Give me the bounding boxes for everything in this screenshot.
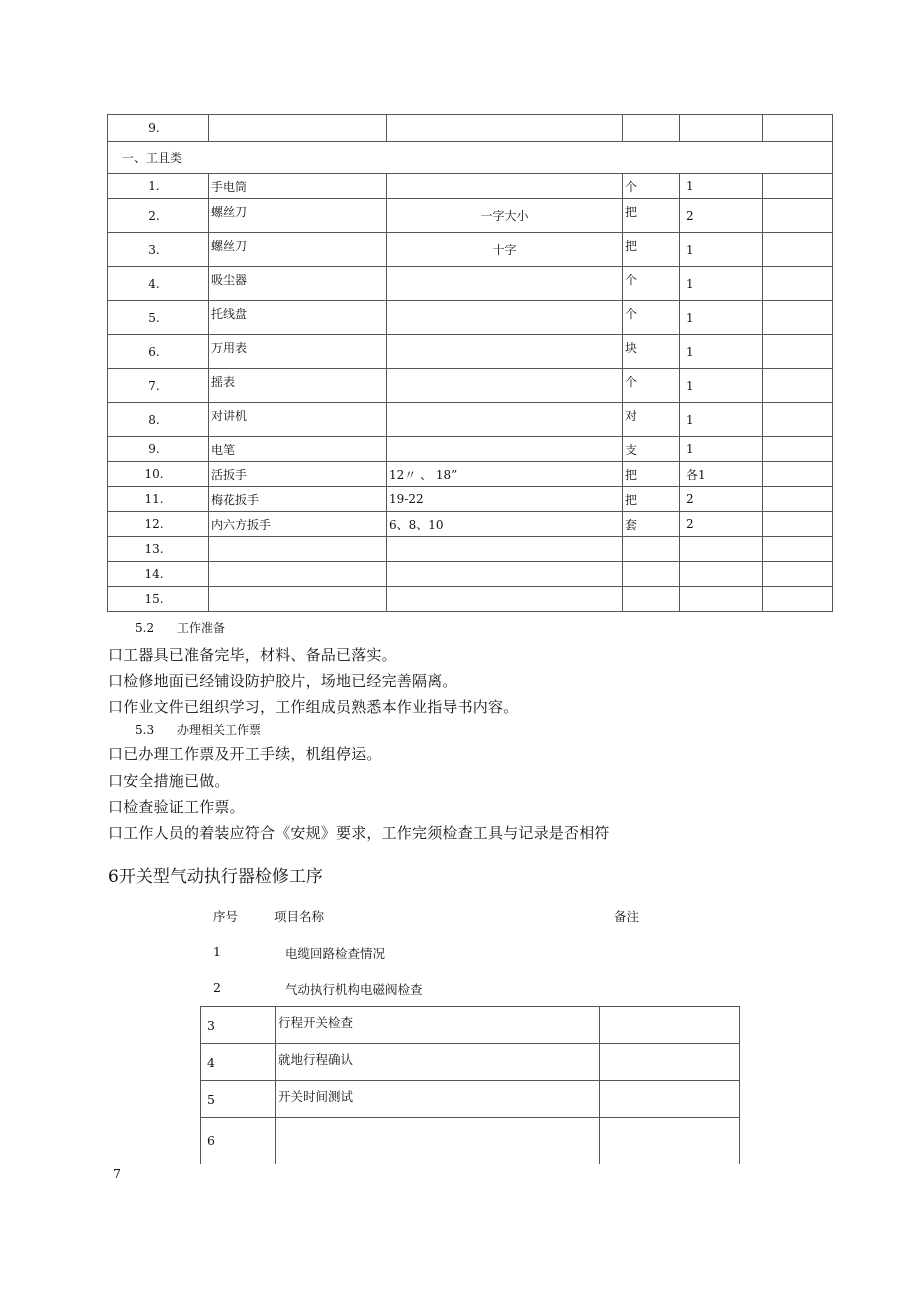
- proc-note: [600, 1081, 740, 1118]
- table-row: [108, 174, 833, 199]
- tool-spec: [387, 115, 623, 142]
- table-row: [108, 487, 833, 512]
- proc-seq: 1: [213, 944, 221, 959]
- tool-unit: 个: [623, 301, 680, 335]
- tool-qty: 1: [680, 301, 763, 335]
- tool-unit: 支: [623, 437, 680, 462]
- tool-spec: [387, 403, 623, 437]
- table-row: [108, 301, 833, 335]
- proc-note: [600, 1044, 740, 1081]
- checklist-item: 口已办理工作票及开工手续，机组停运。: [108, 745, 382, 763]
- table-row: [108, 537, 833, 562]
- tool-note: [763, 115, 833, 142]
- tool-qty: 1: [680, 369, 763, 403]
- row-number: 9.: [108, 115, 209, 142]
- tool-unit: 个: [623, 174, 680, 199]
- tool-unit: 套: [623, 512, 680, 537]
- tool-unit: 块: [623, 335, 680, 369]
- section-label: 一、工且类: [108, 142, 833, 174]
- tool-note: [763, 562, 833, 587]
- tool-unit: 把: [623, 233, 680, 267]
- trailing-seq: 7: [113, 1166, 121, 1181]
- tool-note: [763, 369, 833, 403]
- tool-unit: [623, 115, 680, 142]
- tool-note: [763, 487, 833, 512]
- tool-qty: [680, 115, 763, 142]
- tool-name: 螺丝刀: [209, 199, 387, 233]
- table-row: [108, 115, 833, 142]
- row-number: 2.: [108, 199, 209, 233]
- work-prep-heading: [135, 619, 225, 636]
- proc-seq: 2: [213, 980, 221, 995]
- row-number: 3.: [108, 233, 209, 267]
- table-row: [108, 369, 833, 403]
- tool-qty: 2: [680, 512, 763, 537]
- proc-name: [276, 1118, 600, 1164]
- tool-note: [763, 462, 833, 487]
- section-row: [108, 142, 833, 174]
- tool-name: 手电筒: [209, 174, 387, 199]
- checklist-item: 口作业文件已组织学习，工作组成员熟悉本作业指导书内容。: [108, 698, 519, 716]
- procedure-table: [200, 1006, 740, 1164]
- tool-name: 电笔: [209, 437, 387, 462]
- tool-qty: 1: [680, 233, 763, 267]
- table-row: [108, 512, 833, 537]
- tool-qty: 1: [680, 174, 763, 199]
- tool-spec: [387, 335, 623, 369]
- row-number: 15.: [108, 587, 209, 612]
- tool-name: 活扳手: [209, 462, 387, 487]
- table-row: [108, 437, 833, 462]
- tool-unit: 个: [623, 369, 680, 403]
- tool-note: [763, 512, 833, 537]
- table-row: [201, 1118, 740, 1164]
- tool-note: [763, 233, 833, 267]
- row-number: 7.: [108, 369, 209, 403]
- tool-qty: [680, 562, 763, 587]
- tool-spec: [387, 301, 623, 335]
- proc-seq: 5: [201, 1081, 276, 1118]
- row-number: 5.: [108, 301, 209, 335]
- work-ticket-heading: [135, 721, 261, 738]
- tool-qty: [680, 537, 763, 562]
- tool-name: 吸尘器: [209, 267, 387, 301]
- table-row: [108, 199, 833, 233]
- tool-spec: [387, 537, 623, 562]
- table-row: [201, 1081, 740, 1118]
- tools-table: [107, 114, 833, 612]
- tool-spec: [387, 267, 623, 301]
- tool-spec: 19-22: [387, 487, 623, 512]
- tool-name: [209, 537, 387, 562]
- tool-note: [763, 267, 833, 301]
- tool-note: [763, 335, 833, 369]
- row-number: 10.: [108, 462, 209, 487]
- proc-name: 开关时间测试: [276, 1081, 600, 1118]
- tool-spec: [387, 562, 623, 587]
- tool-unit: [623, 587, 680, 612]
- tool-qty: 2: [680, 487, 763, 512]
- table-row: [108, 335, 833, 369]
- tool-note: [763, 199, 833, 233]
- tool-name: 内六方扳手: [209, 512, 387, 537]
- row-number: 12.: [108, 512, 209, 537]
- table-row: [108, 462, 833, 487]
- tool-name: 梅花扳手: [209, 487, 387, 512]
- tool-note: [763, 301, 833, 335]
- tool-name: [209, 115, 387, 142]
- table-row: [108, 587, 833, 612]
- tools-body: [108, 174, 833, 612]
- tool-unit: 把: [623, 487, 680, 512]
- row-number: 6.: [108, 335, 209, 369]
- proc-note: [600, 1118, 740, 1164]
- tool-qty: 1: [680, 437, 763, 462]
- tool-name: 螺丝刀: [209, 233, 387, 267]
- table-row: [108, 403, 833, 437]
- table-row: [201, 1044, 740, 1081]
- tool-spec: [387, 437, 623, 462]
- tool-unit: 把: [623, 462, 680, 487]
- header-seq: 序号: [213, 909, 239, 924]
- proc-note: [600, 1007, 740, 1044]
- tool-spec: 12〃 、 18”: [387, 462, 623, 487]
- table-row: [201, 1007, 740, 1044]
- tool-note: [763, 174, 833, 199]
- proc-seq: 3: [201, 1007, 276, 1044]
- row-number: 1.: [108, 174, 209, 199]
- checklist-item: 口检修地面已经铺设防护胶片，场地已经完善隔离。: [108, 672, 458, 690]
- row-number: 13.: [108, 537, 209, 562]
- checklist-item: 口工作人员的着装应符合《安规》要求，工作完须检查工具与记录是否相符: [108, 824, 610, 842]
- work-ticket-title: 办理相关工作票: [177, 723, 262, 737]
- row-number: 8.: [108, 403, 209, 437]
- checklist-item: 口检查验证工作票。: [108, 798, 245, 816]
- tool-name: [209, 562, 387, 587]
- proc-name: 气动执行机构电磁阀检查: [285, 982, 423, 997]
- proc-name: 就地行程确认: [276, 1044, 600, 1081]
- tool-spec: [387, 369, 623, 403]
- work-prep-number: 5.2: [135, 621, 155, 635]
- proc-seq: 6: [201, 1118, 276, 1164]
- tool-unit: 个: [623, 267, 680, 301]
- tool-spec: [387, 174, 623, 199]
- proc-seq: 4: [201, 1044, 276, 1081]
- proc-name: 电缆回路检查情况: [285, 946, 386, 961]
- row-number: 4.: [108, 267, 209, 301]
- tool-name: [209, 587, 387, 612]
- header-note: 备注: [614, 909, 640, 924]
- tool-note: [763, 587, 833, 612]
- tool-qty: 各1: [680, 462, 763, 487]
- proc-name: 行程开关检查: [276, 1007, 600, 1044]
- tool-unit: 对: [623, 403, 680, 437]
- row-number: 11.: [108, 487, 209, 512]
- tool-spec: 一字大小: [387, 199, 623, 233]
- table-row: [108, 562, 833, 587]
- checklist-item: 口工器具已准备完毕，材料、备品已落实。: [108, 646, 397, 664]
- table-row: [108, 267, 833, 301]
- tool-unit: 把: [623, 199, 680, 233]
- tool-note: [763, 403, 833, 437]
- tool-qty: 1: [680, 403, 763, 437]
- work-ticket-number: 5.3: [135, 723, 155, 737]
- tool-qty: 2: [680, 199, 763, 233]
- tool-name: 托线盘: [209, 301, 387, 335]
- tool-qty: 1: [680, 267, 763, 301]
- checklist-item: 口安全措施已做。: [108, 772, 230, 790]
- row-number: 14.: [108, 562, 209, 587]
- tool-name: 万用表: [209, 335, 387, 369]
- tool-note: [763, 437, 833, 462]
- section-title: 6开关型气动执行器检修工序: [108, 867, 323, 887]
- table-row: [108, 233, 833, 267]
- tool-unit: [623, 562, 680, 587]
- header-name: 项目名称: [274, 909, 325, 924]
- tool-qty: 1: [680, 335, 763, 369]
- tool-spec: 十字: [387, 233, 623, 267]
- tool-spec: 6、8、10: [387, 512, 623, 537]
- work-prep-title: 工作准备: [177, 621, 226, 635]
- row-number: 9.: [108, 437, 209, 462]
- tool-name: 摇表: [209, 369, 387, 403]
- tool-note: [763, 537, 833, 562]
- tool-qty: [680, 587, 763, 612]
- tool-unit: [623, 537, 680, 562]
- tool-name: 对讲机: [209, 403, 387, 437]
- tool-spec: [387, 587, 623, 612]
